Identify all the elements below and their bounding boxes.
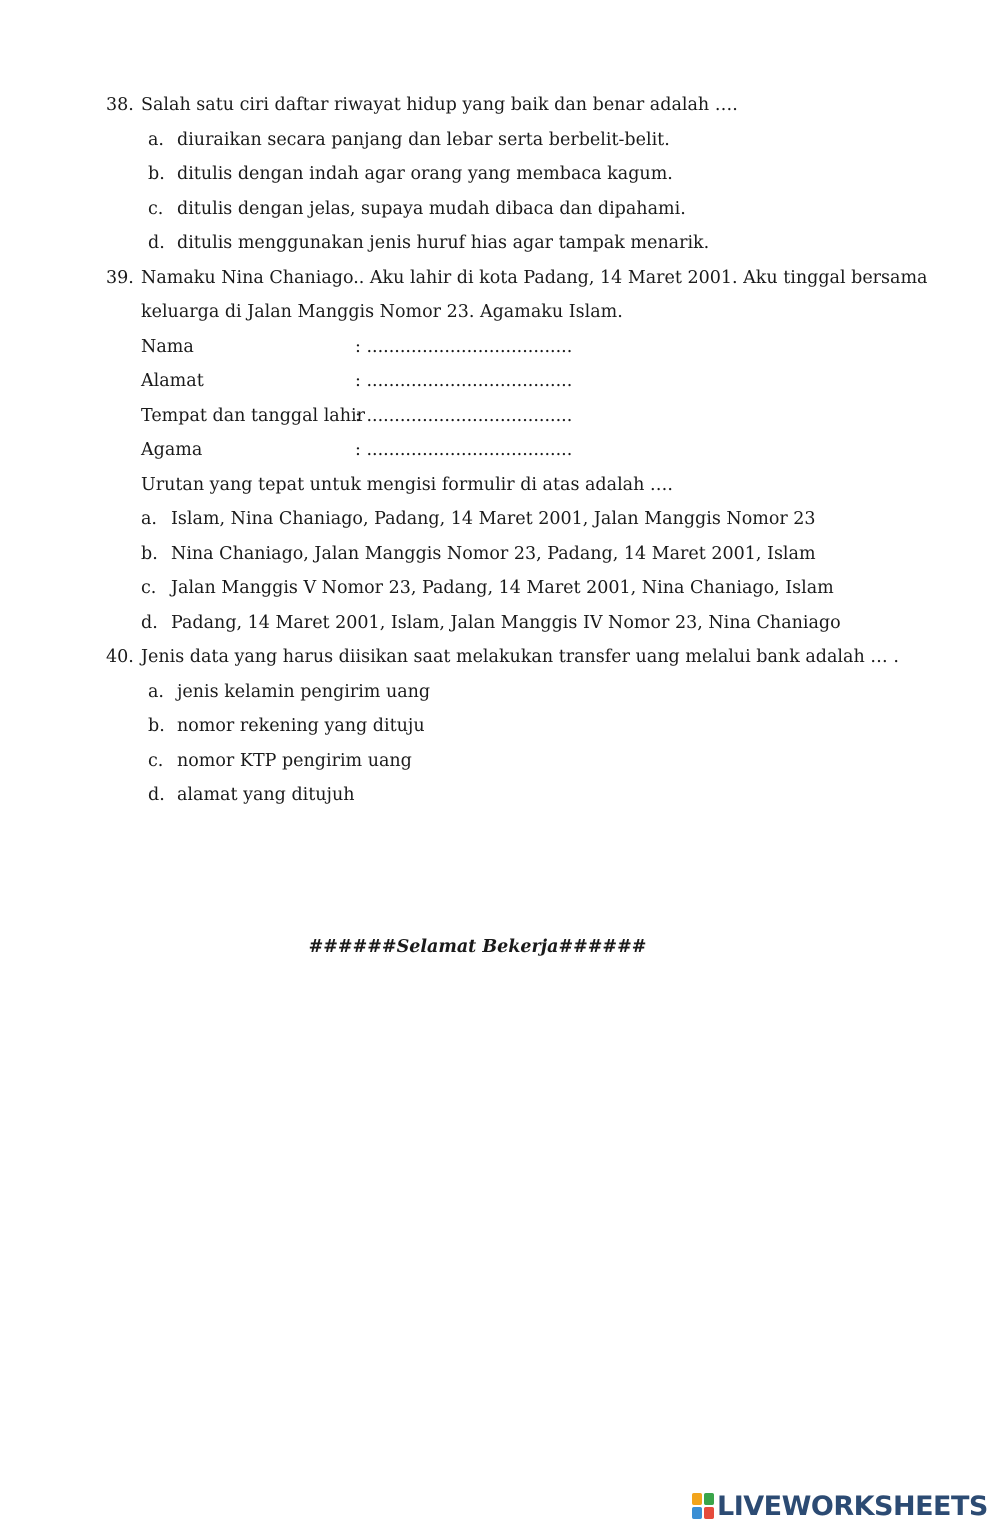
q40-option-d-letter: d. <box>148 785 165 805</box>
q39-option-c-letter: c. <box>141 578 157 598</box>
q39-option-a-letter: a. <box>141 509 157 529</box>
q39-option-b-letter: b. <box>141 544 158 564</box>
q40-option-a-letter: a. <box>148 682 164 702</box>
q38-number: 38. <box>106 95 134 115</box>
q39-option-a[interactable]: Islam, Nina Chaniago, Padang, 14 Maret 2001, Jalan Manggis Nomor 23 <box>171 509 816 529</box>
q38-option-d-letter: d. <box>148 233 165 253</box>
q39-number: 39. <box>106 268 134 288</box>
form-label-nama: Nama <box>141 337 194 357</box>
q40-option-d[interactable]: alamat yang ditujuh <box>177 785 355 805</box>
q38-option-a-letter: a. <box>148 130 164 150</box>
q39-option-c[interactable]: Jalan Manggis V Nomor 23, Padang, 14 Maret 2001, Nina Chaniago, Islam <box>171 578 834 598</box>
q39-text-line1: Namaku Nina Chaniago.. Aku lahir di kota Padang, 14 Maret 2001. Aku tinggal bersama <box>141 268 928 288</box>
form-blank-ttl: : ..................................... <box>355 406 573 426</box>
q38-option-b[interactable]: ditulis dengan indah agar orang yang membaca kagum. <box>177 164 673 184</box>
q38-option-c[interactable]: ditulis dengan jelas, supaya mudah dibaca dan dipahami. <box>177 199 686 219</box>
form-blank-agama: : ..................................... <box>355 440 573 460</box>
logo-mark-icon <box>692 1493 714 1519</box>
form-label-alamat: Alamat <box>141 371 204 391</box>
q38-option-d[interactable]: ditulis menggunakan jenis huruf hias agar tampak menarik. <box>177 233 710 253</box>
logo-text: LIVEWORKSHEETS <box>717 1490 988 1522</box>
q38-text: Salah satu ciri daftar riwayat hidup yang baik dan benar adalah …. <box>141 95 738 115</box>
form-label-agama: Agama <box>141 440 203 460</box>
q39-text-line2: keluarga di Jalan Manggis Nomor 23. Agamaku Islam. <box>141 302 623 322</box>
closing-prefix: ###### <box>308 937 397 957</box>
q39-option-d[interactable]: Padang, 14 Maret 2001, Islam, Jalan Manggis IV Nomor 23, Nina Chaniago <box>171 613 841 633</box>
q40-text: Jenis data yang harus diisikan saat melakukan transfer uang melalui bank adalah … . <box>141 647 899 667</box>
q40-number: 40. <box>106 647 134 667</box>
q40-option-b[interactable]: nomor rekening yang dituju <box>177 716 425 736</box>
q39-option-b[interactable]: Nina Chaniago, Jalan Manggis Nomor 23, Padang, 14 Maret 2001, Islam <box>171 544 816 564</box>
closing-text: Selamat Bekerja <box>396 937 559 957</box>
q39-option-d-letter: d. <box>141 613 158 633</box>
q38-option-b-letter: b. <box>148 164 165 184</box>
q40-option-c-letter: c. <box>148 751 164 771</box>
q40-option-b-letter: b. <box>148 716 165 736</box>
form-label-ttl: Tempat dan tanggal lahir <box>141 406 365 426</box>
form-blank-alamat: : ..................................... <box>355 371 573 391</box>
q38-option-a[interactable]: diuraikan secara panjang dan lebar serta berbelit-belit. <box>177 130 670 150</box>
q40-option-a[interactable]: jenis kelamin pengirim uang <box>177 682 431 702</box>
q40-option-c[interactable]: nomor KTP pengirim uang <box>177 751 412 771</box>
closing-message <box>0 936 955 958</box>
form-blank-nama: : ..................................... <box>355 337 573 357</box>
q38-option-c-letter: c. <box>148 199 164 219</box>
q39-prompt: Urutan yang tepat untuk mengisi formulir di atas adalah …. <box>141 475 673 495</box>
closing-suffix: ###### <box>558 937 647 957</box>
liveworksheets-logo[interactable] <box>692 1491 988 1521</box>
